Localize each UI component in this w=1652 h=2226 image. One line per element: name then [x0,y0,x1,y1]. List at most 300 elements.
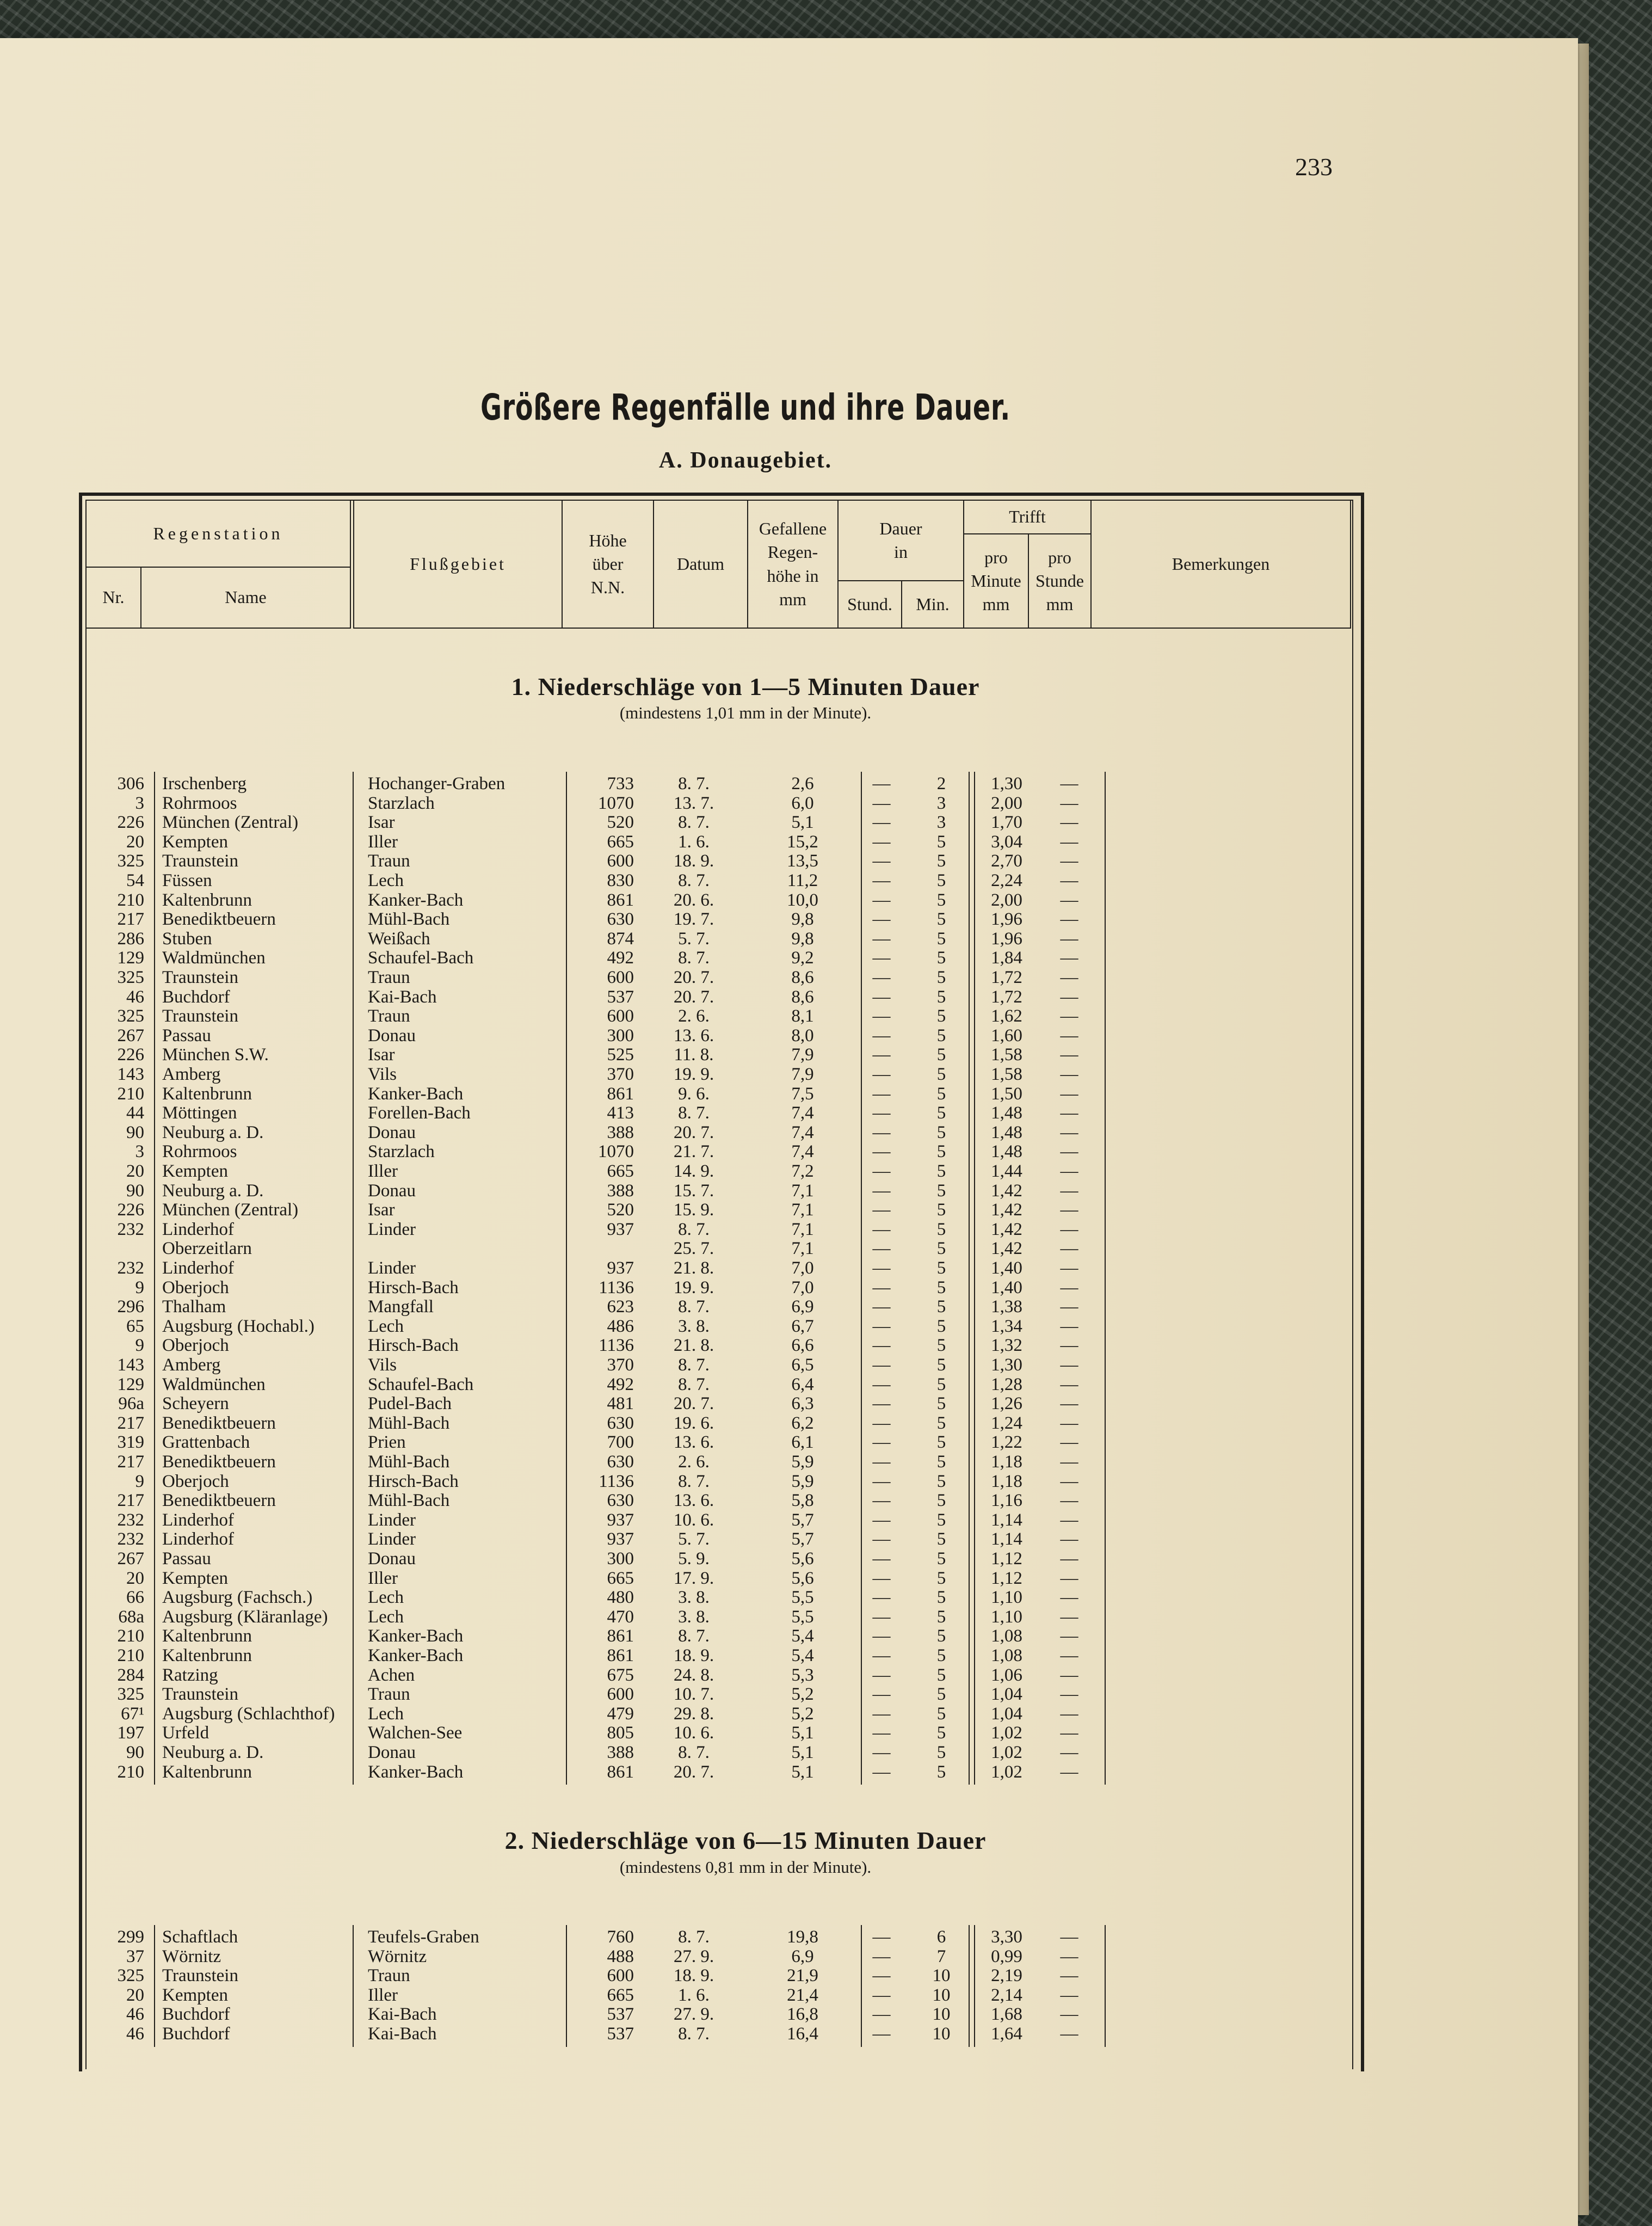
cell-station-name: Schaftlach [162,1927,238,1947]
cell-hoehe: 300 [607,1025,634,1046]
cell-regenhoehe: 16,4 [787,2024,818,2044]
cell-flussgebiet: Mühl-Bach [368,1452,450,1472]
book-page [0,38,1578,2226]
cell-station-name: Amberg [162,1355,221,1375]
cell-station-name: Ratzing [162,1665,218,1685]
cell-pro-minute: 1,42 [991,1200,1022,1220]
page-number: 233 [1295,153,1333,181]
cell-dauer-min: 5 [936,1161,946,1181]
cell-station-name: Kaltenbrunn [162,1626,252,1646]
cell-hoehe: 861 [607,1626,634,1646]
cell-station-nr: 54 [126,871,144,890]
cell-dauer-stund: — [872,832,891,852]
cell-regenhoehe: 7,9 [791,1045,814,1065]
table-row [0,1317,1197,1336]
cell-dauer-min: 5 [936,1743,946,1762]
cell-flussgebiet: Prien [368,1432,406,1453]
cell-dauer-min: 5 [936,928,946,949]
cell-datum: 21. 7. [673,1142,714,1162]
cell-pro-minute: 2,00 [991,793,1022,813]
cell-datum: 1. 6. [678,1985,710,2005]
cell-hoehe: 1070 [598,1142,634,1162]
table-row [0,1510,1197,1530]
cell-flussgebiet: Iller [368,1985,398,2005]
cell-station-nr: 210 [117,1084,144,1104]
cell-dauer-min: 5 [936,948,946,968]
cell-regenhoehe: 9,8 [791,909,814,930]
section2-subtitle: (mindestens 0,81 mm in der Minute). [619,1858,872,1877]
cell-regenhoehe: 5,8 [791,1491,814,1511]
cell-dauer-min: 5 [936,1084,946,1104]
cell-pro-stunde: — [1060,1316,1078,1336]
cell-datum: 25. 7. [673,1239,714,1259]
cell-pro-minute: 2,24 [991,871,1022,890]
cell-station-nr: 67¹ [121,1704,144,1724]
column-rule [974,772,975,1785]
cell-station-nr: 129 [117,1374,144,1394]
cell-datum: 19. 6. [673,1413,714,1433]
cell-datum: 14. 9. [673,1161,714,1181]
cell-datum: 29. 8. [673,1704,714,1724]
cell-dauer-min: 5 [936,1588,946,1608]
cell-hoehe: 937 [607,1510,634,1530]
cell-station-name: Buchdorf [162,2024,230,2044]
cell-pro-stunde: — [1060,1355,1078,1375]
table-row [0,909,1197,929]
table-row [0,1142,1197,1161]
cell-dauer-min: 5 [936,1471,946,1491]
cell-pro-stunde: — [1060,851,1078,871]
cell-dauer-stund: — [872,1355,891,1375]
cell-datum: 17. 9. [673,1568,714,1588]
cell-flussgebiet: Lech [368,1704,404,1724]
cell-station-nr: 299 [117,1927,144,1947]
cell-datum: 15. 7. [673,1180,714,1201]
cell-station-nr: 217 [117,1452,144,1472]
cell-hoehe: 470 [607,1607,634,1627]
cell-dauer-stund: — [872,1510,891,1530]
cell-dauer-min: 10 [932,2024,951,2044]
cell-hoehe: 760 [607,1927,634,1947]
table-row [0,1588,1197,1607]
table-row [0,1947,1197,1966]
table-row [0,1123,1197,1142]
column-rule [566,772,567,1785]
cell-hoehe: 665 [607,1161,634,1181]
cell-pro-stunde: — [1060,1665,1078,1685]
cell-pro-minute: 1,10 [991,1588,1022,1608]
cell-pro-minute: 1,70 [991,813,1022,833]
cell-station-nr: 46 [126,2004,144,2025]
cell-pro-minute: 1,72 [991,968,1022,987]
cell-datum: 19. 7. [673,909,714,930]
cell-dauer-stund: — [872,948,891,968]
cell-flussgebiet: Kanker-Bach [368,1626,464,1646]
cell-datum: 8. 7. [678,1355,710,1375]
cell-flussgebiet: Starzlach [368,793,435,813]
cell-pro-stunde: — [1060,1626,1078,1646]
cell-dauer-min: 5 [936,1258,946,1278]
cell-datum: 8. 7. [678,1219,710,1239]
cell-station-nr: 9 [135,1277,144,1298]
cell-hoehe: 733 [607,774,634,794]
cell-datum: 11. 8. [674,1045,714,1065]
cell-dauer-min: 5 [936,1704,946,1724]
cell-pro-stunde: — [1060,909,1078,930]
cell-station-name: Benediktbeuern [162,1452,276,1472]
cell-hoehe: 492 [607,948,634,968]
cell-hoehe: 492 [607,1374,634,1394]
table-row [0,1985,1197,2005]
header-bemerkungen: Bemerkungen [1090,500,1351,629]
cell-pro-stunde: — [1060,1297,1078,1317]
cell-regenhoehe: 6,7 [791,1316,814,1336]
cell-station-name: Passau [162,1025,211,1046]
cell-datum: 18. 9. [673,1966,714,1986]
cell-pro-stunde: — [1060,987,1078,1007]
cell-pro-minute: 1,04 [991,1704,1022,1724]
cell-regenhoehe: 6,9 [791,1297,814,1317]
cell-station-name: Kempten [162,832,228,852]
table-row [0,813,1197,832]
cell-hoehe: 630 [607,909,634,930]
cell-pro-stunde: — [1060,1704,1078,1724]
cell-flussgebiet: Lech [368,871,404,890]
cell-regenhoehe: 7,1 [791,1219,814,1239]
cell-regenhoehe: 11,2 [787,871,818,890]
cell-station-nr: 325 [117,1684,144,1705]
cell-flussgebiet: Kai-Bach [368,2004,437,2025]
cell-regenhoehe: 6,4 [791,1374,814,1394]
cell-station-name: Augsburg (Schlachthof) [162,1704,335,1724]
cell-station-name: Traunstein [162,851,238,871]
cell-dauer-stund: — [872,1219,891,1239]
cell-station-name: Linderhof [162,1219,234,1239]
cell-station-nr: 90 [126,1180,144,1201]
cell-flussgebiet: Linder [368,1219,416,1239]
cell-pro-minute: 1,40 [991,1277,1022,1298]
cell-dauer-min: 5 [936,1239,946,1259]
cell-dauer-min: 5 [936,1452,946,1472]
cell-dauer-stund: — [872,1946,891,1966]
cell-station-name: Waldmünchen [162,948,266,968]
cell-datum: 5. 7. [678,1529,710,1549]
cell-dauer-stund: — [872,1966,891,1986]
header-regenhoehe: Gefallene Regen-höhe in mm [747,500,839,629]
cell-pro-minute: 1,60 [991,1025,1022,1046]
table-row [0,1336,1197,1355]
header-pro-stunde: pro Stunde mm [1028,533,1092,629]
cell-dauer-min: 5 [936,909,946,930]
cell-dauer-min: 5 [936,1626,946,1646]
table-row [0,948,1197,968]
cell-flussgebiet: Kanker-Bach [368,1084,464,1104]
cell-hoehe: 481 [607,1394,634,1414]
cell-station-nr: 9 [135,1471,144,1491]
cell-pro-stunde: — [1060,1723,1078,1743]
table-row [0,1045,1197,1065]
table-row [0,1646,1197,1665]
cell-regenhoehe: 6,3 [791,1394,814,1414]
cell-hoehe: 480 [607,1588,634,1608]
cell-pro-minute: 1,16 [991,1491,1022,1511]
column-rule [1105,772,1106,1785]
section2-title: 2. Niederschläge von 6—15 Minuten Dauer [504,1827,987,1854]
cell-station-name: Passau [162,1549,211,1569]
cell-flussgebiet: Pudel-Bach [368,1394,452,1414]
cell-station-name: Neuburg a. D. [162,1180,264,1201]
cell-station-name: Irschenberg [162,774,247,794]
cell-dauer-min: 5 [936,1549,946,1569]
cell-pro-minute: 1,06 [991,1665,1022,1685]
cell-dauer-min: 5 [936,871,946,890]
cell-dauer-min: 5 [936,1297,946,1317]
cell-dauer-stund: — [872,1161,891,1181]
cell-dauer-min: 5 [936,1374,946,1394]
cell-station-name: Urfeld [162,1723,209,1743]
cell-dauer-min: 5 [936,1665,946,1685]
cell-pro-minute: 1,30 [991,774,1022,794]
cell-pro-minute: 1,14 [991,1529,1022,1549]
cell-station-name: Wörnitz [162,1946,221,1966]
cell-datum: 5. 9. [678,1549,710,1569]
cell-hoehe: 1136 [599,1471,634,1491]
cell-flussgebiet: Isar [368,1045,395,1065]
cell-station-name: München (Zentral) [162,813,299,833]
table-row [0,1472,1197,1491]
cell-datum: 20. 7. [673,987,714,1007]
cell-hoehe: 630 [607,1413,634,1433]
cell-regenhoehe: 6,0 [791,793,814,813]
header-trifft: Trifft [963,500,1092,534]
cell-dauer-min: 3 [936,793,946,813]
table-row [0,1258,1197,1278]
cell-datum: 8. 7. [678,948,710,968]
column-rule [861,1925,862,2047]
table-row [0,1704,1197,1724]
cell-dauer-stund: — [872,793,891,813]
cell-dauer-min: 7 [936,1946,946,1966]
cell-station-name: Augsburg (Kläranlage) [162,1607,328,1627]
cell-dauer-stund: — [872,774,891,794]
cell-station-name: Kaltenbrunn [162,1762,252,1782]
cell-pro-stunde: — [1060,1452,1078,1472]
cell-dauer-min: 5 [936,1006,946,1026]
cell-flussgebiet: Isar [368,813,395,833]
cell-hoehe: 537 [607,2024,634,2044]
table-row [0,774,1197,794]
cell-station-nr: 226 [117,1200,144,1220]
cell-station-nr: 20 [126,832,144,852]
page-title: Größere Regenfälle und ihre Dauer. [480,386,1011,428]
cell-pro-stunde: — [1060,1966,1078,1986]
cell-regenhoehe: 21,4 [787,1985,818,2005]
header-regenstation: Regenstation [85,500,351,568]
cell-dauer-stund: — [872,987,891,1007]
cell-regenhoehe: 5,4 [791,1626,814,1646]
cell-datum: 19. 9. [673,1065,714,1084]
cell-pro-stunde: — [1060,1985,1078,2005]
cell-station-nr: 284 [117,1665,144,1685]
cell-dauer-min: 5 [936,1432,946,1453]
cell-regenhoehe: 6,1 [791,1432,814,1453]
cell-pro-minute: 1,42 [991,1180,1022,1201]
cell-dauer-min: 5 [936,1491,946,1511]
cell-station-name: München (Zentral) [162,1200,299,1220]
cell-datum: 21. 8. [673,1336,714,1356]
cell-station-name: Amberg [162,1065,221,1084]
cell-datum: 8. 7. [678,1626,710,1646]
cell-station-name: Stuben [162,928,212,949]
cell-datum: 27. 9. [673,1946,714,1966]
table-row [0,890,1197,910]
cell-station-name: Kempten [162,1568,228,1588]
cell-datum: 24. 8. [673,1665,714,1685]
cell-flussgebiet: Schaufel-Bach [368,948,474,968]
cell-flussgebiet: Forellen-Bach [368,1103,471,1123]
cell-pro-stunde: — [1060,928,1078,949]
cell-dauer-stund: — [872,1626,891,1646]
cell-dauer-stund: — [872,1258,891,1278]
cell-hoehe: 1136 [599,1336,634,1356]
cell-flussgebiet: Weißach [368,928,430,949]
cell-station-name: Traunstein [162,1006,238,1026]
cell-datum: 8. 7. [678,871,710,890]
header-flussgebiet: Flußgebiet [353,500,563,629]
cell-station-name: Oberjoch [162,1336,229,1356]
cell-pro-stunde: — [1060,1927,1078,1947]
cell-pro-minute: 1,34 [991,1316,1022,1336]
cell-datum: 2. 6. [678,1006,710,1026]
cell-hoehe: 937 [607,1529,634,1549]
cell-regenhoehe: 5,5 [791,1588,814,1608]
table-row [0,1026,1197,1046]
cell-pro-stunde: — [1060,1336,1078,1356]
cell-station-nr: 46 [126,987,144,1007]
cell-dauer-min: 6 [936,1927,946,1947]
table-row [0,2004,1197,2024]
cell-dauer-stund: — [872,1607,891,1627]
cell-datum: 3. 8. [678,1607,710,1627]
cell-pro-stunde: — [1060,1510,1078,1530]
cell-dauer-stund: — [872,1927,891,1947]
table-row [0,1297,1197,1317]
cell-flussgebiet: Donau [368,1743,416,1762]
cell-flussgebiet: Hirsch-Bach [368,1336,459,1356]
cell-dauer-stund: — [872,1277,891,1298]
cell-dauer-stund: — [872,2024,891,2044]
cell-pro-minute: 1,18 [991,1471,1022,1491]
cell-station-name: Oberzeitlarn [162,1239,252,1259]
cell-hoehe: 537 [607,987,634,1007]
cell-pro-minute: 1,48 [991,1103,1022,1123]
table-row [0,1549,1197,1569]
cell-dauer-min: 5 [936,1103,946,1123]
column-rule [1105,1925,1106,2047]
cell-dauer-min: 10 [932,1985,951,2005]
cell-datum: 15. 9. [673,1200,714,1220]
cell-datum: 13. 7. [673,793,714,813]
table-row [0,1103,1197,1123]
table-row [0,1452,1197,1472]
cell-pro-stunde: — [1060,1239,1078,1259]
cell-regenhoehe: 7,2 [791,1161,814,1181]
cell-hoehe: 486 [607,1316,634,1336]
header-min: Min. [901,580,964,629]
cell-station-name: Augsburg (Fachsch.) [162,1588,313,1608]
cell-regenhoehe: 7,0 [791,1277,814,1298]
cell-dauer-stund: — [872,968,891,987]
cell-hoehe: 520 [607,1200,634,1220]
cell-regenhoehe: 5,9 [791,1452,814,1472]
cell-dauer-min: 5 [936,1142,946,1162]
cell-datum: 18. 9. [673,1646,714,1665]
cell-pro-minute: 1,96 [991,909,1022,930]
cell-datum: 1. 6. [678,832,710,852]
cell-pro-minute: 2,19 [991,1966,1022,1986]
cell-dauer-min: 5 [936,1413,946,1433]
cell-hoehe: 861 [607,890,634,910]
cell-station-name: Möttingen [162,1103,237,1123]
cell-datum: 20. 7. [673,1762,714,1782]
column-rule [969,772,970,1785]
cell-dauer-stund: — [872,1180,891,1201]
cell-dauer-stund: — [872,1006,891,1026]
cell-dauer-min: 10 [932,1966,951,1986]
cell-pro-stunde: — [1060,1743,1078,1762]
cell-datum: 27. 9. [673,2004,714,2025]
cell-station-nr: 197 [117,1723,144,1743]
cell-regenhoehe: 5,1 [791,813,814,833]
cell-station-nr: 296 [117,1297,144,1317]
cell-station-nr: 226 [117,813,144,833]
cell-flussgebiet: Iller [368,832,398,852]
cell-datum: 13. 6. [673,1432,714,1453]
cell-dauer-stund: — [872,1588,891,1608]
cell-station-name: Benediktbeuern [162,1413,276,1433]
cell-hoehe: 623 [607,1297,634,1317]
cell-station-nr: 37 [126,1946,144,1966]
cell-pro-minute: 1,68 [991,2004,1022,2025]
cell-flussgebiet: Linder [368,1510,416,1530]
cell-dauer-stund: — [872,1491,891,1511]
cell-flussgebiet: Linder [368,1258,416,1278]
cell-pro-stunde: — [1060,1200,1078,1220]
cell-station-nr: 217 [117,1491,144,1511]
cell-station-name: Neuburg a. D. [162,1122,264,1142]
cell-station-nr: 143 [117,1065,144,1084]
cell-station-name: Thalham [162,1297,226,1317]
table-row [0,1278,1197,1298]
cell-regenhoehe: 7,4 [791,1122,814,1142]
cell-station-name: Buchdorf [162,2004,230,2025]
cell-dauer-stund: — [872,1413,891,1433]
column-rule [861,772,862,1785]
cell-dauer-min: 5 [936,1045,946,1065]
cell-pro-minute: 1,44 [991,1161,1022,1181]
cell-hoehe: 937 [607,1219,634,1239]
table-row [0,1723,1197,1743]
section1-subtitle: (mindestens 1,01 mm in der Minute). [619,703,872,722]
cell-station-nr: 20 [126,1161,144,1181]
cell-regenhoehe: 8,1 [791,1006,814,1026]
cell-regenhoehe: 6,5 [791,1355,814,1375]
cell-pro-stunde: — [1060,948,1078,968]
cell-station-name: Oberjoch [162,1471,229,1491]
cell-regenhoehe: 13,5 [787,851,818,871]
cell-flussgebiet: Iller [368,1568,398,1588]
table-row [0,2024,1197,2044]
